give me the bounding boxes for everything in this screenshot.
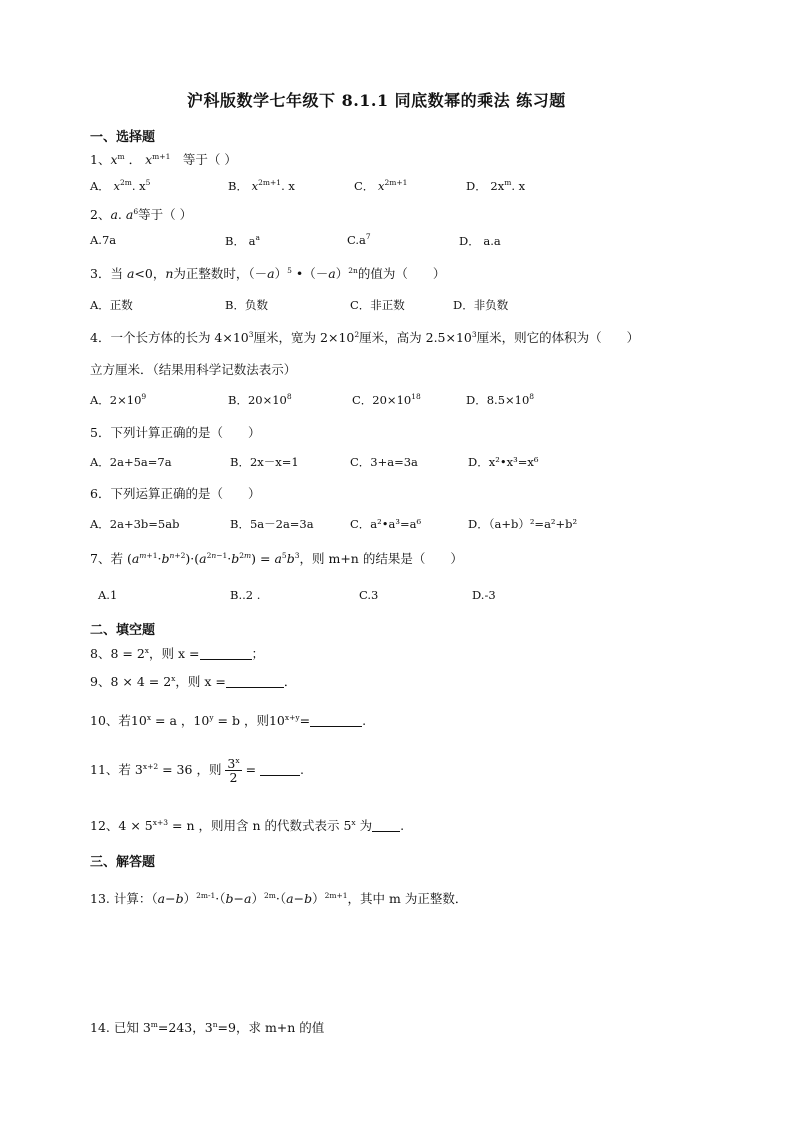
fraction: $\frac{3^x}{2}$ xyxy=(227,756,240,786)
question-2: 2、a. $a^6$等于（ ） xyxy=(90,207,193,222)
q5-option-b[interactable]: B．2x－x=1 xyxy=(230,455,299,469)
question-1: 1、$x^m$ ． $x^{m+1}$ 等于（ ） xyxy=(90,152,237,167)
page-title: 沪科版数学七年级下 8.1.1 同底数幂的乘法 练习题 xyxy=(187,91,566,110)
q6-option-b[interactable]: B．5a－2a=3a xyxy=(230,517,314,531)
question-11: 11、若 $3^{x+2} = 36$ ，则 $\frac{3^x}{2}$ = . xyxy=(90,756,305,786)
answer-blank-11[interactable] xyxy=(260,763,300,776)
q5-option-c[interactable]: C．3+a=3a xyxy=(350,455,418,469)
question-3: 3．当 a<0，n为正整数时，$(-a)^5$ $•(-a)^{2n}$的值为（ ） xyxy=(90,266,446,281)
q5-option-a[interactable]: A．2a+5a=7a xyxy=(90,455,172,469)
answer-blank-10[interactable] xyxy=(310,714,362,727)
question-7: 7、若 $(a^{m+1}\cdot b^{n+2})\cdot(a^{2n-1}\cdot b^{2m}) = a^5b^3$，则 m+n 的结果是（ ） xyxy=(90,551,463,566)
section-heading-solve: 三、解答题 xyxy=(90,855,156,870)
answer-blank-9[interactable] xyxy=(226,675,284,688)
q7-option-d[interactable]: D.-3 xyxy=(472,588,496,602)
question-12: 12、$4 \times 5^{x+3} = n$ ，则用含 n 的代数式表示 5$^x$ 为 . xyxy=(90,818,405,833)
q6-option-d[interactable]: D．（a+b）²=a²+b² xyxy=(468,517,578,531)
section-heading-fill: 二、填空题 xyxy=(90,623,156,638)
q3-option-d[interactable]: D．非负数 xyxy=(453,298,509,312)
section-heading-choice: 一、选择题 xyxy=(90,130,156,145)
question-6: 6．下列运算正确的是（ ） xyxy=(90,486,261,501)
q4-option-d[interactable]: D．$8.5\times 10^8$ xyxy=(466,392,535,407)
q6-option-a[interactable]: A．2a+3b=5ab xyxy=(90,517,180,531)
question-9: 9、$8 \times 4 = 2^x$，则 x = ． xyxy=(90,674,297,689)
question-5: 5．下列计算正确的是（ ） xyxy=(90,425,261,440)
question-4: 4．一个长方体的长为 $4\times 10^3$厘米，宽为 $2\times 10^2$厘米，高为 $2.5\times 10^3$厘米，则它的体积为（ ） xyxy=(90,330,640,345)
question-10: 10、若$10^x = a$ ，$10^y = b$ ，则$10^{x+y}=$ . xyxy=(90,713,367,728)
q1-option-a[interactable]: A． $x^{2m}$. $x^5$ xyxy=(90,178,151,193)
q7-formula: $(a^{m+1}\cdot b^{n+2})\cdot(a^{2n-1}\cdot b^{2m}) = a^5b^3$ xyxy=(126,551,300,566)
q4-option-a[interactable]: A．$2\times 10^9$ xyxy=(90,392,147,407)
q7-option-c[interactable]: C.3 xyxy=(359,588,379,602)
q1-option-b[interactable]: B． $x^{2m+1}$. x xyxy=(228,178,295,193)
question-4-line-2: 立方厘米．（结果用科学记数法表示） xyxy=(90,362,297,377)
q3-option-a[interactable]: A．正数 xyxy=(90,298,133,312)
question-14: 14. 已知 $3^m=243$，$3^n=9$，求 m+n 的值 xyxy=(90,1020,325,1035)
answer-blank-8[interactable] xyxy=(200,647,252,660)
q6-option-c[interactable]: C．a²•a³=a⁶ xyxy=(350,517,422,531)
q7-option-a[interactable]: A.1 xyxy=(98,588,118,602)
q3-option-c[interactable]: C．非正数 xyxy=(350,298,405,312)
q5-option-d[interactable]: D．x²•x³=x⁶ xyxy=(468,455,539,469)
q7-option-b[interactable]: B..2 . xyxy=(230,588,261,602)
q1-option-d[interactable]: D． $2x^m$. x xyxy=(466,178,526,193)
q3-option-b[interactable]: B．负数 xyxy=(225,298,268,312)
answer-blank-12[interactable] xyxy=(372,819,400,832)
q2-option-b[interactable]: B． $a^a$ xyxy=(225,233,260,248)
q2-option-c[interactable]: $C.a^7$ xyxy=(347,232,371,247)
q2-option-a[interactable]: A.7a xyxy=(90,233,117,247)
q1-option-c[interactable]: C． $x^{2m+1}$ xyxy=(354,178,408,193)
question-13: 13. 计算：$(a-b)^{2m-1}\cdot(b-a)^{2m}\cdot(a-b)^{2m+1}$，其中 m 为正整数． xyxy=(90,891,468,906)
q13-formula: $(a-b)^{2m-1}\cdot(b-a)^{2m}\cdot(a-b)^{2m+1}$ xyxy=(151,891,348,906)
question-8: 8、$8 = 2^x$，则 x = ； xyxy=(90,646,265,661)
q4-option-c[interactable]: C．$20\times 10^{18}$ xyxy=(352,392,421,407)
q4-option-b[interactable]: B．$20\times 10^8$ xyxy=(228,392,292,407)
q2-option-d[interactable]: D． a.a xyxy=(459,234,501,248)
